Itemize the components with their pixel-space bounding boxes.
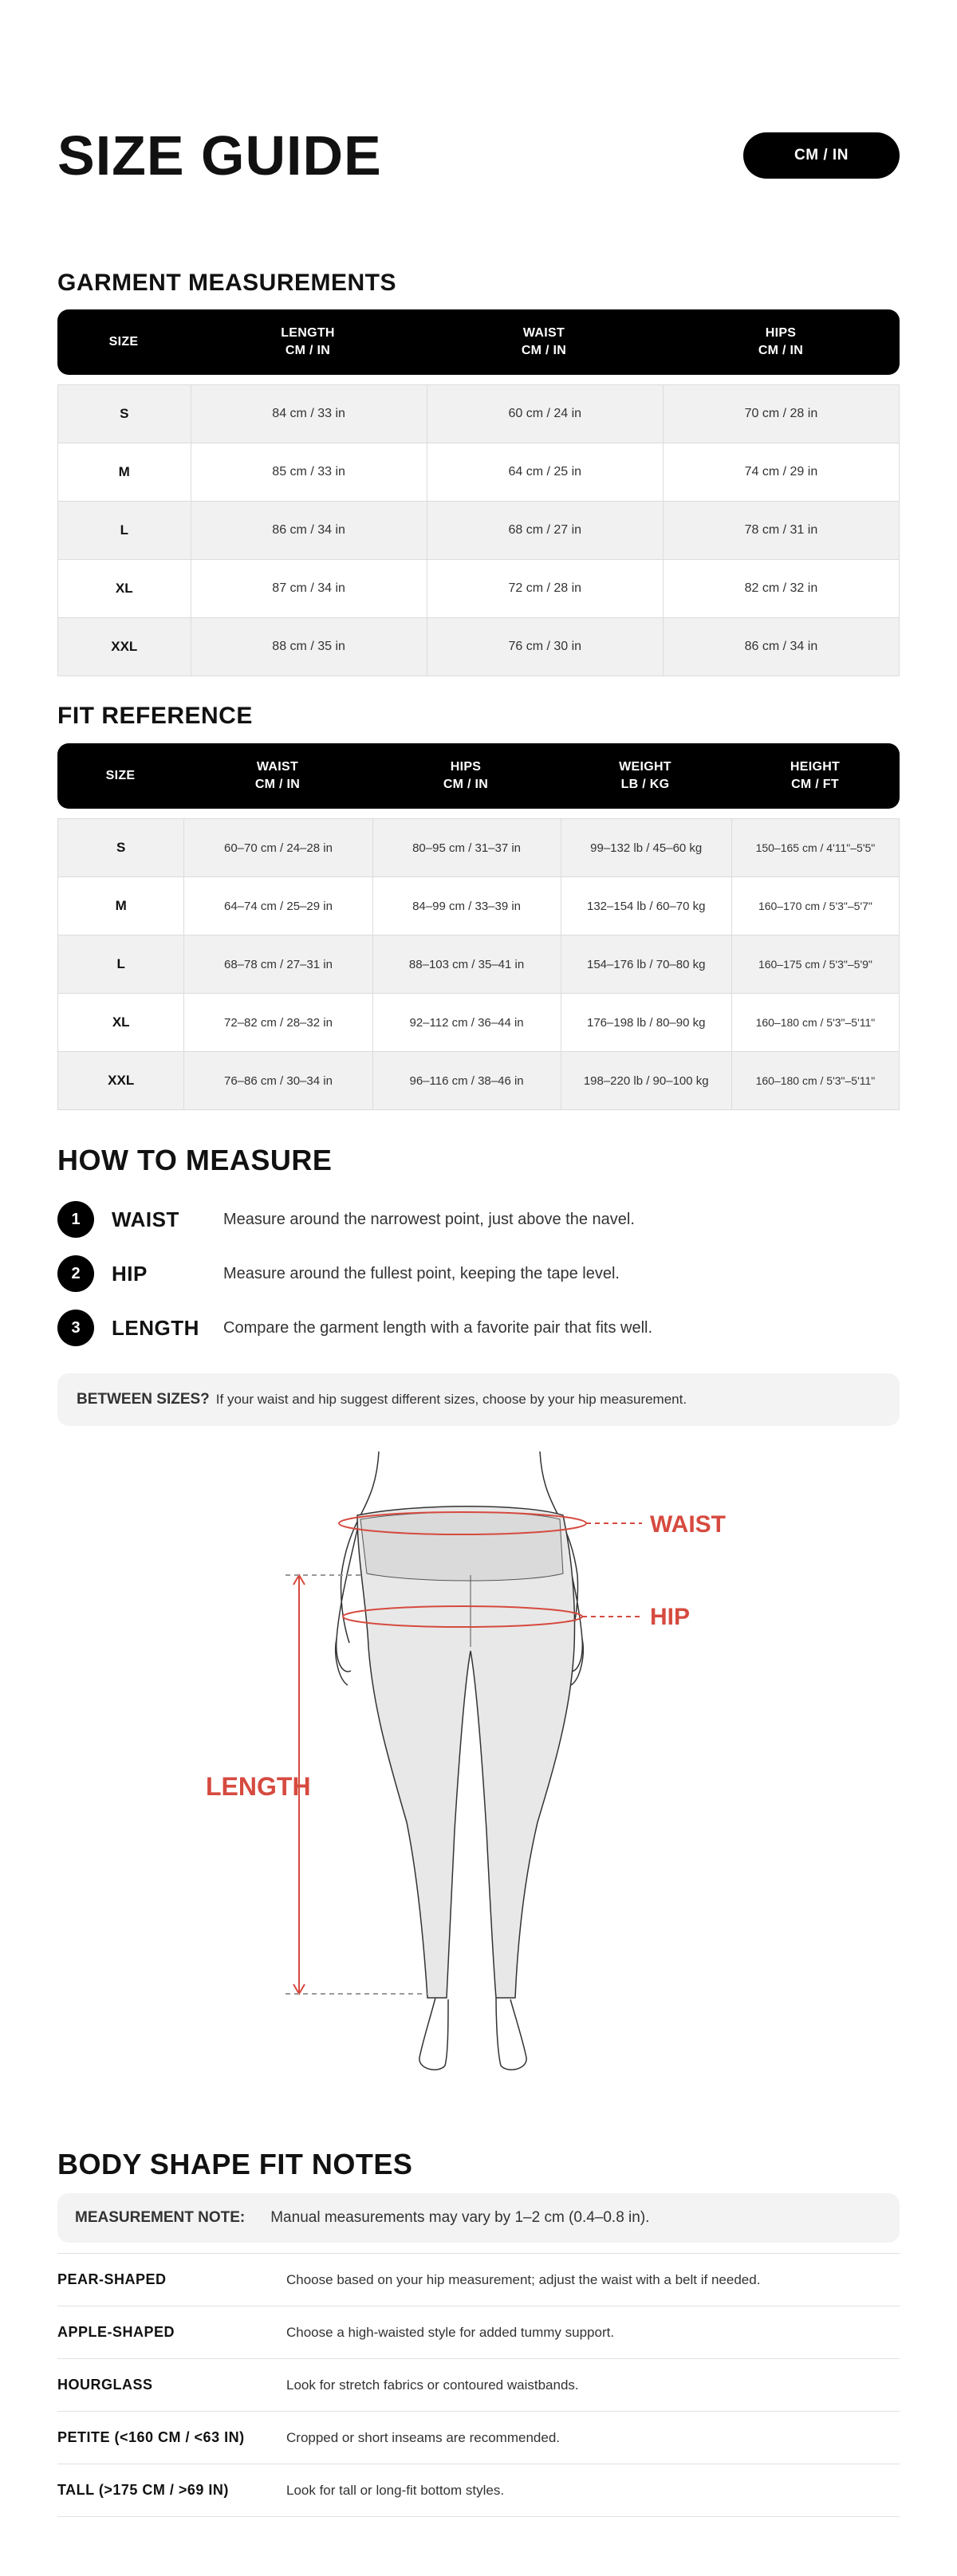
measurement-illustration	[152, 1448, 805, 2109]
fit-col-height	[731, 758, 900, 793]
table-row	[57, 935, 900, 994]
garment-heading: GARMENT MEASUREMENTS	[57, 270, 397, 296]
table-row	[57, 502, 900, 560]
cell-weight: 176–198 lb / 80–90 kg	[561, 994, 731, 1051]
shape-name: HOURGLASS	[57, 2377, 153, 2393]
length-label: LENGTH	[206, 1772, 311, 1801]
col-unit: CM / IN	[443, 778, 489, 791]
col-unit: CM / IN	[521, 344, 567, 357]
col-unit: CM / FT	[791, 778, 839, 791]
table-row	[57, 818, 900, 877]
col-label: HIPS	[450, 760, 482, 774]
shape-heading: BODY SHAPE FIT NOTES	[57, 2148, 413, 2180]
step-number: 2	[57, 1255, 94, 1292]
cell-length: 88 cm / 35 in	[191, 618, 427, 676]
fit-col-weight	[560, 758, 731, 793]
cell-height: 160–170 cm / 5'3"–5'7"	[731, 877, 899, 935]
col-unit: CM / IN	[758, 344, 804, 357]
shape-desc: Cropped or short inseams are recommended.	[286, 2429, 560, 2445]
cell-size: M	[118, 464, 130, 479]
col-label: SIZE	[108, 335, 139, 349]
step-number: 3	[57, 1310, 94, 1346]
list-item	[57, 2254, 900, 2306]
list-item	[57, 2359, 900, 2412]
cell-waist: 64–74 cm / 25–29 in	[183, 877, 372, 935]
measurement-note-label: MEASUREMENT NOTE:	[75, 2209, 246, 2226]
cell-length: 84 cm / 33 in	[191, 385, 427, 443]
cell-length: 86 cm / 34 in	[191, 502, 427, 559]
fit-table-header	[57, 743, 900, 809]
cell-size: L	[120, 522, 128, 538]
col-label: WAIST	[522, 326, 565, 341]
cell-waist: 60 cm / 24 in	[427, 385, 663, 443]
leggings-shape	[357, 1507, 574, 1998]
shape-name: PETITE (<160 CM / <63 IN)	[57, 2429, 245, 2445]
fit-heading: FIT REFERENCE	[57, 703, 253, 729]
cell-size: S	[116, 840, 126, 855]
col-unit: CM / IN	[285, 344, 331, 357]
step-description: Compare the garment length with a favorite pair that fits well.	[223, 1318, 653, 1337]
shape-name: PEAR-SHAPED	[57, 2271, 167, 2287]
cell-length: 85 cm / 33 in	[191, 443, 427, 501]
cell-size: XL	[115, 581, 133, 596]
cell-weight: 154–176 lb / 70–80 kg	[561, 935, 731, 993]
cell-weight: 198–220 lb / 90–100 kg	[561, 1052, 731, 1109]
cell-weight: 132–154 lb / 60–70 kg	[561, 877, 731, 935]
cell-hips: 70 cm / 28 in	[663, 385, 899, 443]
list-item	[57, 2412, 900, 2464]
page-title: SIZE GUIDE	[57, 124, 382, 187]
col-unit: LB / KG	[620, 778, 670, 791]
measure-heading: HOW TO MEASURE	[57, 1144, 333, 1176]
col-label: SIZE	[105, 769, 136, 783]
shape-desc: Choose based on your hip measurement; adjust the waist with a belt if needed.	[286, 2271, 761, 2287]
garment-table	[57, 309, 900, 676]
cell-waist: 72 cm / 28 in	[427, 560, 663, 617]
cell-height: 160–180 cm / 5'3"–5'11"	[731, 1052, 899, 1109]
step-description: Measure around the fullest point, keeping the tape level.	[223, 1264, 620, 1282]
fit-table	[57, 743, 900, 1110]
table-row	[57, 618, 900, 676]
fit-col-size	[57, 767, 183, 785]
col-label: WAIST	[256, 760, 299, 774]
col-unit: CM / IN	[254, 778, 301, 791]
between-sizes-text: If your waist and hip suggest different sizes, choose by your hip measurement.	[215, 1392, 687, 1407]
garment-col-length	[190, 325, 426, 359]
step-number: 1	[57, 1201, 94, 1238]
list-item	[57, 2306, 900, 2359]
measure-step-hip	[57, 1254, 620, 1294]
garment-col-hips	[662, 325, 900, 359]
cell-hips: 86 cm / 34 in	[663, 618, 899, 676]
measure-step-length	[57, 1308, 652, 1348]
table-row	[57, 994, 900, 1052]
measurement-note	[57, 2193, 900, 2243]
cell-hips: 84–99 cm / 33–39 in	[372, 877, 561, 935]
shape-desc: Look for stretch fabrics or contoured waistbands.	[286, 2377, 579, 2393]
cell-height: 150–165 cm / 4'11"–5'5"	[731, 819, 899, 876]
garment-table-header	[57, 309, 900, 375]
shape-desc: Choose a high-waisted style for added tummy support.	[286, 2324, 615, 2340]
cell-hips: 92–112 cm / 36–44 in	[372, 994, 561, 1051]
garment-col-size	[57, 333, 190, 351]
list-item	[57, 2464, 900, 2517]
cell-height: 160–180 cm / 5'3"–5'11"	[731, 994, 899, 1051]
cell-size: L	[116, 956, 125, 971]
cell-hips: 88–103 cm / 35–41 in	[372, 935, 561, 993]
cell-hips: 80–95 cm / 31–37 in	[372, 819, 561, 876]
fit-col-hips	[372, 758, 560, 793]
measurement-note-text: Manual measurements may vary by 1–2 cm (0.4–0.8 in).	[270, 2209, 650, 2226]
fit-col-waist	[183, 758, 372, 793]
shape-desc: Look for tall or long-fit bottom styles.	[286, 2482, 505, 2498]
cell-length: 87 cm / 34 in	[191, 560, 427, 617]
col-label: LENGTH	[281, 326, 335, 341]
cell-waist: 76 cm / 30 in	[427, 618, 663, 676]
cell-hips: 74 cm / 29 in	[663, 443, 899, 501]
cell-waist: 68–78 cm / 27–31 in	[183, 935, 372, 993]
shape-name: TALL (>175 CM / >69 IN)	[57, 2482, 229, 2498]
step-description: Measure around the narrowest point, just above the navel.	[223, 1210, 635, 1228]
step-name: LENGTH	[112, 1315, 199, 1340]
col-label: WEIGHT	[619, 760, 671, 774]
cell-size: S	[120, 406, 129, 421]
step-name: WAIST	[112, 1207, 179, 1231]
cell-hips: 96–116 cm / 38–46 in	[372, 1052, 561, 1109]
cell-size: XL	[112, 1014, 130, 1030]
col-label: HEIGHT	[790, 760, 841, 774]
cell-size: M	[115, 898, 127, 913]
cell-waist: 76–86 cm / 30–34 in	[183, 1052, 372, 1109]
table-row	[57, 1052, 900, 1110]
between-sizes-note	[57, 1373, 900, 1426]
cell-weight: 99–132 lb / 45–60 kg	[561, 819, 731, 876]
cell-hips: 78 cm / 31 in	[663, 502, 899, 559]
table-row	[57, 384, 900, 443]
table-row	[57, 560, 900, 618]
unit-toggle-button[interactable]: CM / IN	[743, 132, 900, 179]
cell-size: XXL	[111, 639, 138, 654]
cell-size: XXL	[108, 1073, 135, 1088]
col-label: HIPS	[765, 326, 797, 341]
table-row	[57, 443, 900, 502]
between-sizes-label: BETWEEN SIZES?	[77, 1391, 210, 1408]
cell-waist: 72–82 cm / 28–32 in	[183, 994, 372, 1051]
cell-waist: 64 cm / 25 in	[427, 443, 663, 501]
hip-label: HIP	[650, 1604, 691, 1630]
step-name: HIP	[112, 1261, 148, 1286]
cell-height: 160–175 cm / 5'3"–5'9"	[731, 935, 899, 993]
table-row	[57, 877, 900, 935]
cell-waist: 60–70 cm / 24–28 in	[183, 819, 372, 876]
measure-step-waist	[57, 1199, 635, 1239]
shape-name: APPLE-SHAPED	[57, 2324, 175, 2340]
garment-col-waist	[426, 325, 662, 359]
cell-waist: 68 cm / 27 in	[427, 502, 663, 559]
waist-label: WAIST	[650, 1511, 726, 1538]
cell-hips: 82 cm / 32 in	[663, 560, 899, 617]
